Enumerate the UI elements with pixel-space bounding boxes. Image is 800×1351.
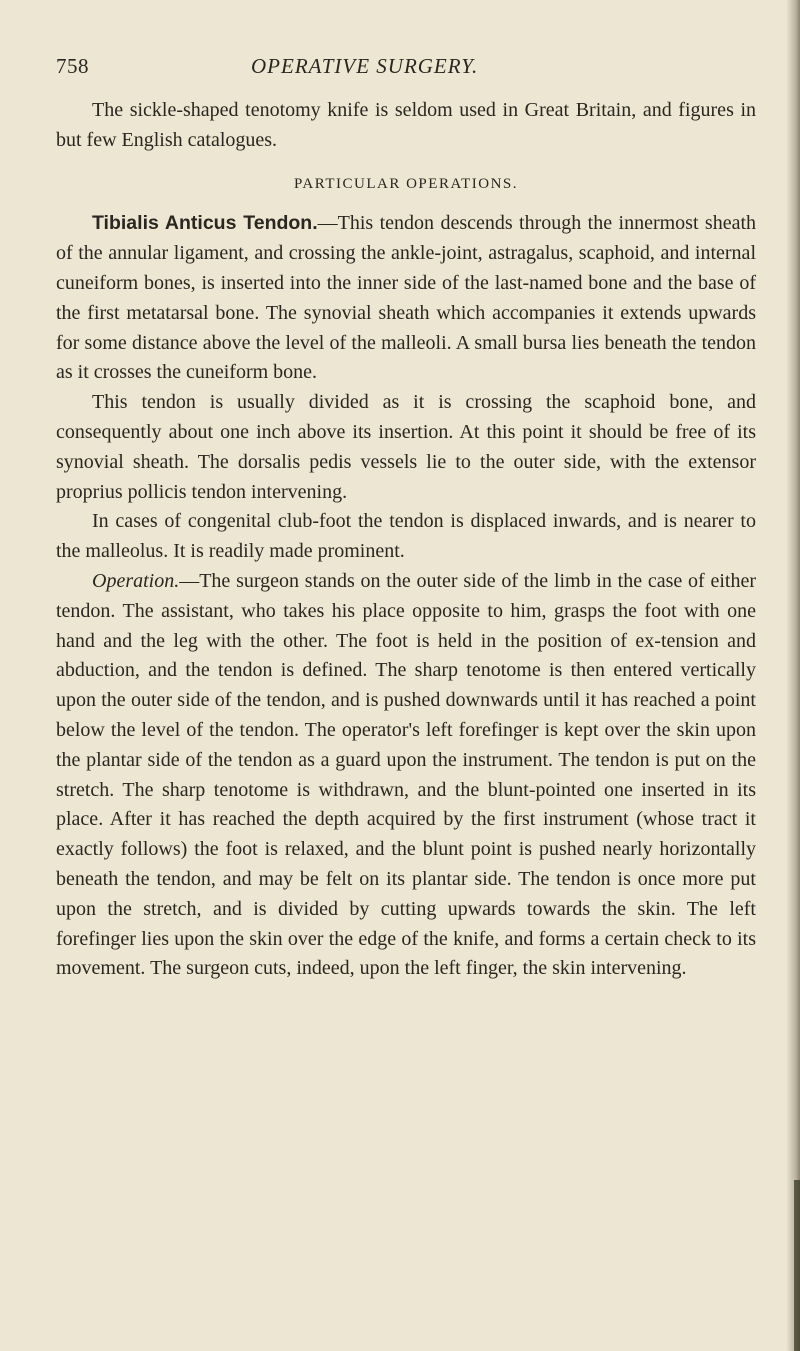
operation-heading: Operation.: [92, 569, 180, 592]
tibialis-paragraph-2: This tendon is usually divided as it is crossing the scaphoid bone, and consequently about one inch above its insertion. At this point it should be free of its synovial sheath. The dorsalis pedis vessels lie to the outer side, with the extensor proprius pollicis tendon intervening.: [56, 391, 756, 503]
page-content: [56, 54, 756, 984]
operation-paragraph: [56, 567, 756, 984]
tibialis-paragraph-1: [56, 209, 756, 388]
section-heading: PARTICULAR OPERATIONS.: [293, 175, 519, 192]
page-number: 758: [56, 54, 89, 78]
running-head: [56, 54, 756, 84]
intro-paragraph: The sickle-shaped tenotomy knife is seldom used in Great Britain, and figures in but few English catalogues.: [56, 99, 756, 151]
operation-paragraph-text: —The surgeon stands on the outer side of the limb in the case of either tendon. The assistant, who takes his place opposite to him, grasps the foot with one hand and the leg with the other. The foot is held in the position of ex-tension and abduction, and the tendon is defined. The sharp tenotome is then entered vertically upon the outer side of the tendon, and is pushed downwards until it has reached a point below the level of the tendon. The operator's left forefinger is kept over the skin upon the plantar side of the tendon as a guard upon the instrument. The tendon is put on the stretch. The sharp tenotome is withdrawn, and the blunt-pointed one inserted in its place. After it has reached the depth acquired by the first instrument (whose tract it exactly follows) the foot is relaxed, and the blunt point is pushed nearly horizontally beneath the tendon, and may be felt on its plantar side. The tendon is once more put upon the stretch, and is divided by cutting upwards towards the skin. The left forefinger lies upon the skin over the edge of the knife, and forms a certain check to its movement. The surgeon cuts, indeed, upon the left finger, the skin intervening.: [56, 569, 756, 980]
page-edge-shadow: [786, 0, 800, 1351]
page-edge-dark: [794, 1180, 800, 1351]
tibialis-heading: Tibialis Anticus Tendon.: [92, 212, 318, 235]
tibialis-paragraph-1-text: —This tendon descends through the innermost sheath of the annular ligament, and crossing the ankle-joint, astragalus, scaphoid, and internal cuneiform bones, is inserted into the inner side of the last-named bone and the base of the first metatarsal bone. The synovial sheath which accompanies it extends upwards for some distance above the level of the malleoli. A small bursa lies beneath the tendon as it crosses the cuneiform bone.: [56, 212, 756, 384]
book-title: OPERATIVE SURGERY.: [251, 54, 479, 78]
tibialis-paragraph-3: In cases of congenital club-foot the tendon is displaced inwards, and is nearer to the malleolus. It is readily made prominent.: [56, 510, 756, 563]
